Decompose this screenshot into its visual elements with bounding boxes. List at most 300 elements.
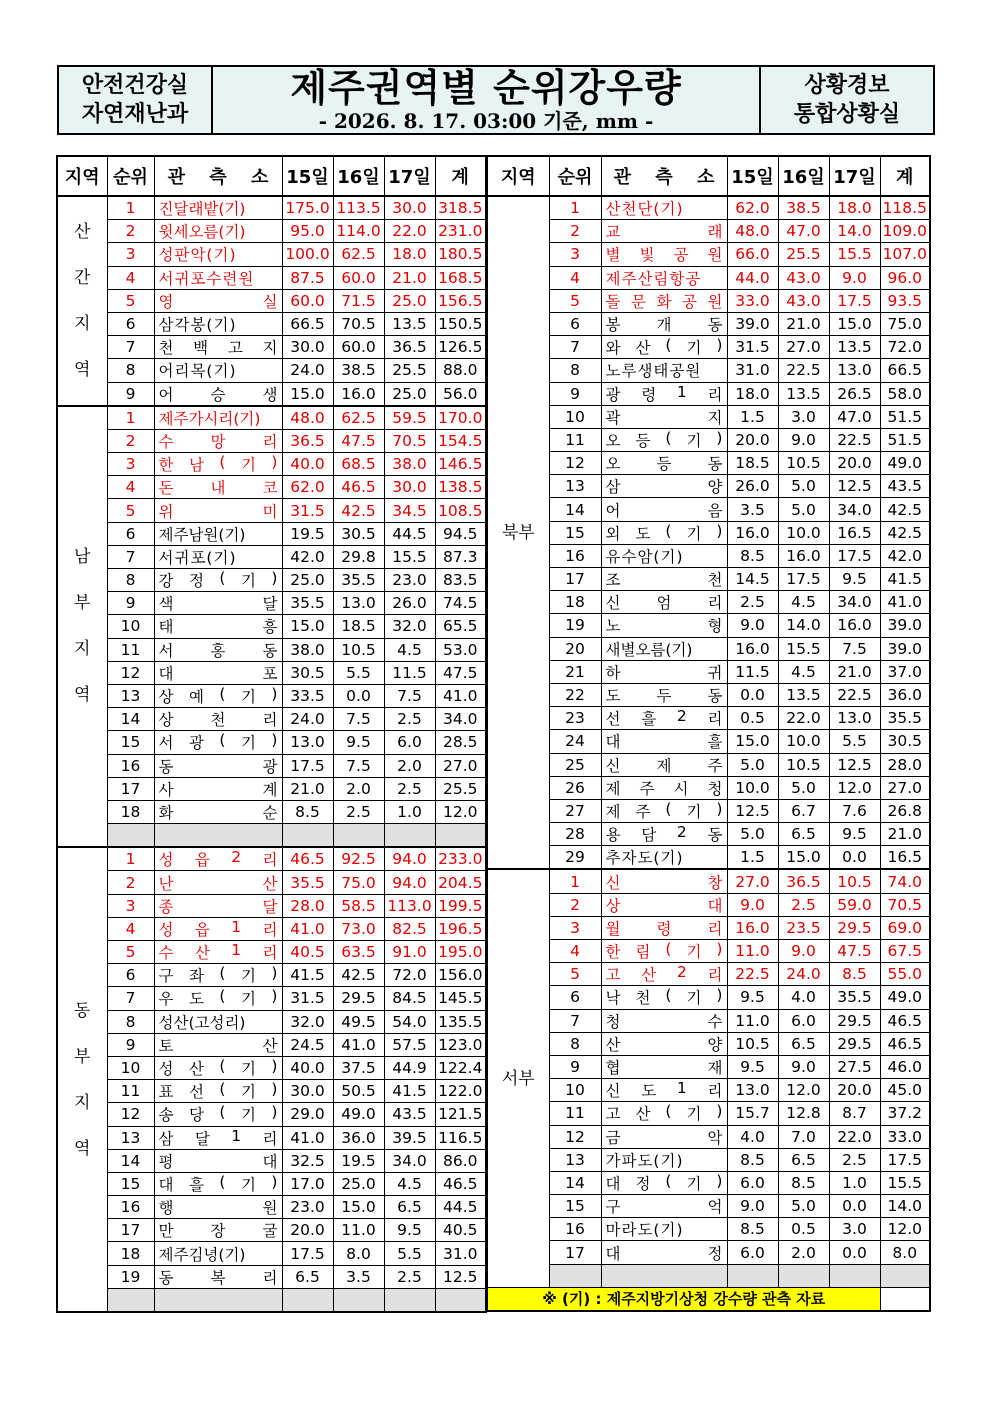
rain-total-cell: 46.5 bbox=[435, 1172, 486, 1195]
station-char: 월 bbox=[605, 919, 621, 938]
table-row bbox=[487, 776, 930, 799]
station-char: 천 bbox=[635, 989, 651, 1008]
rain-day16-cell: 9.0 bbox=[778, 428, 829, 451]
rain-day17-cell: 0.0 bbox=[829, 1195, 880, 1218]
rain-day16-cell: 50.5 bbox=[333, 1080, 384, 1103]
rain-day15-cell: 16.0 bbox=[727, 637, 778, 660]
rank-cell: 3 bbox=[107, 243, 154, 266]
rain-day15-cell: 9.0 bbox=[727, 614, 778, 637]
station-char: 동 bbox=[707, 826, 723, 845]
station-name bbox=[159, 918, 278, 940]
rain-day17-cell: 30.0 bbox=[384, 476, 435, 499]
rain-day15-cell: 30.0 bbox=[282, 1080, 333, 1103]
table-row bbox=[487, 220, 930, 243]
rain-day17-cell: 36.5 bbox=[384, 336, 435, 359]
rain-day17-cell: 12.0 bbox=[829, 776, 880, 799]
station-char: 노 bbox=[605, 617, 621, 636]
rain-day15-cell: 1.5 bbox=[727, 405, 778, 428]
table-row bbox=[57, 987, 486, 1010]
station-char: 우 bbox=[158, 990, 174, 1009]
station-cell bbox=[601, 382, 727, 405]
rain-total-cell: 56.0 bbox=[435, 382, 486, 406]
station-char: 기 bbox=[240, 990, 256, 1009]
station-cell bbox=[601, 1009, 727, 1032]
station-name bbox=[606, 591, 723, 613]
rank-cell: 11 bbox=[107, 1080, 154, 1103]
station-char: 사 bbox=[158, 780, 174, 799]
col-rank: 순위 bbox=[107, 156, 154, 196]
rain-day15-cell: 13.0 bbox=[727, 1079, 778, 1102]
station-name bbox=[606, 313, 723, 335]
rain-total-cell: 16.5 bbox=[880, 846, 930, 870]
table-row bbox=[57, 196, 486, 220]
station-cell bbox=[601, 963, 727, 986]
rain-day15-cell: 62.0 bbox=[727, 196, 778, 220]
rain-total-cell: 67.5 bbox=[880, 940, 930, 963]
blank-cell bbox=[107, 1288, 154, 1312]
col-station: 관 측 소 bbox=[601, 156, 727, 196]
table-row bbox=[57, 638, 486, 661]
station-cell bbox=[601, 568, 727, 591]
table-row bbox=[487, 591, 930, 614]
rain-day17-cell: 59.0 bbox=[829, 893, 880, 916]
station-cell bbox=[154, 592, 282, 615]
station-char: 담 bbox=[641, 826, 657, 845]
station-cell bbox=[154, 1126, 282, 1149]
rain-day15-cell: 8.5 bbox=[727, 1148, 778, 1171]
rain-day16-cell: 60.0 bbox=[333, 336, 384, 359]
rain-total-cell: 8.0 bbox=[880, 1241, 930, 1264]
rank-cell: 1 bbox=[549, 869, 601, 893]
station-cell bbox=[601, 660, 727, 683]
rain-day15-cell: 1.5 bbox=[727, 846, 778, 870]
rain-total-cell: 231.0 bbox=[435, 220, 486, 243]
station-char: 포 bbox=[262, 664, 278, 683]
rank-cell: 1 bbox=[107, 406, 154, 430]
station-name bbox=[606, 406, 723, 428]
station-char: 산 bbox=[605, 1035, 621, 1054]
rain-day16-cell: 23.5 bbox=[778, 916, 829, 939]
rain-day15-cell: 15.7 bbox=[727, 1102, 778, 1125]
station-name bbox=[606, 290, 723, 312]
rain-day15-cell: 0.0 bbox=[727, 683, 778, 706]
rain-day17-cell: 0.0 bbox=[829, 1241, 880, 1264]
rain-day17-cell: 26.5 bbox=[829, 382, 880, 405]
rank-cell: 11 bbox=[549, 1102, 601, 1125]
station-char: 삼 bbox=[158, 1129, 174, 1148]
rain-total-cell: 37.0 bbox=[880, 660, 930, 683]
rain-day16-cell: 8.5 bbox=[778, 1171, 829, 1194]
station-name bbox=[159, 731, 278, 753]
station-name bbox=[159, 592, 278, 614]
station-char: 광 bbox=[605, 385, 621, 404]
station-char: 대 bbox=[605, 733, 621, 752]
station-name: 어리목(기) bbox=[158, 362, 237, 381]
rain-day16-cell: 0.5 bbox=[778, 1218, 829, 1241]
station-char: ( bbox=[665, 940, 672, 959]
rain-day15-cell: 22.5 bbox=[727, 963, 778, 986]
table-row bbox=[57, 1126, 486, 1149]
rain-day16-cell: 21.0 bbox=[778, 312, 829, 335]
station-char: ( bbox=[665, 428, 672, 447]
station-char: 원 bbox=[707, 292, 723, 311]
station-name: 제주남원(기) bbox=[158, 525, 246, 544]
rain-total-cell: 46.0 bbox=[880, 1055, 930, 1078]
station-char: ) bbox=[271, 964, 278, 983]
rain-day15-cell: 41.5 bbox=[282, 964, 333, 987]
station-char: 고 bbox=[227, 339, 243, 358]
col-day15: 15일 bbox=[727, 156, 778, 196]
station-char: 시 bbox=[673, 779, 689, 798]
rank-cell: 19 bbox=[107, 1265, 154, 1288]
rain-total-cell: 146.5 bbox=[435, 453, 486, 476]
rain-day17-cell: 9.5 bbox=[829, 823, 880, 846]
rain-total-cell: 51.5 bbox=[880, 428, 930, 451]
rain-total-cell: 150.5 bbox=[435, 312, 486, 335]
station-char: ) bbox=[271, 1080, 278, 1099]
station-char: ) bbox=[271, 453, 278, 472]
station-cell bbox=[154, 708, 282, 731]
station-char: 화 bbox=[158, 803, 174, 822]
station-char: 산 bbox=[635, 1105, 651, 1124]
station-char: 산 bbox=[641, 966, 657, 985]
rain-day17-cell: 2.5 bbox=[384, 1265, 435, 1288]
rain-day17-cell: 21.0 bbox=[384, 266, 435, 289]
rain-total-cell: 51.5 bbox=[880, 405, 930, 428]
rain-total-cell: 233.0 bbox=[435, 847, 486, 871]
rain-day16-cell: 13.0 bbox=[333, 592, 384, 615]
station-name bbox=[159, 685, 278, 707]
rain-day17-cell: 17.5 bbox=[829, 544, 880, 567]
station-cell bbox=[601, 266, 727, 289]
station-char: 기 bbox=[240, 1083, 256, 1102]
station-char: 한 bbox=[158, 456, 174, 475]
blank-cell bbox=[549, 1264, 601, 1287]
table-row bbox=[57, 917, 486, 940]
station-char: ) bbox=[716, 940, 723, 959]
rain-day16-cell: 5.0 bbox=[778, 475, 829, 498]
station-cell bbox=[154, 1265, 282, 1288]
rain-day16-cell: 2.5 bbox=[333, 800, 384, 823]
table-row bbox=[57, 941, 486, 964]
station-char: 대 bbox=[262, 1152, 278, 1171]
table-row bbox=[57, 894, 486, 917]
station-name bbox=[159, 662, 278, 684]
rain-day16-cell: 16.0 bbox=[333, 382, 384, 406]
table-row bbox=[57, 336, 486, 359]
station-cell bbox=[154, 754, 282, 777]
station-cell bbox=[154, 1242, 282, 1265]
department-box bbox=[59, 67, 213, 133]
table-row bbox=[57, 847, 486, 871]
station-cell bbox=[154, 1080, 282, 1103]
rain-day15-cell: 46.5 bbox=[282, 847, 333, 871]
rain-total-cell: 30.5 bbox=[880, 730, 930, 753]
station-char: 산 bbox=[262, 874, 278, 893]
table-header-row bbox=[487, 156, 930, 196]
station-char: 백 bbox=[193, 339, 209, 358]
station-cell bbox=[154, 220, 282, 243]
station-name bbox=[159, 430, 278, 452]
station-char: ( bbox=[665, 1171, 672, 1190]
station-char: 2 bbox=[676, 823, 687, 842]
station-cell bbox=[601, 312, 727, 335]
table-row bbox=[487, 940, 930, 963]
rain-day17-cell: 22.5 bbox=[829, 683, 880, 706]
station-char: 흥 bbox=[262, 618, 278, 637]
station-char: 대 bbox=[707, 896, 723, 915]
station-name bbox=[606, 1056, 723, 1078]
station-cell bbox=[154, 312, 282, 335]
rain-day17-cell: 35.5 bbox=[829, 986, 880, 1009]
station-name: 가파도(기) bbox=[605, 1151, 684, 1170]
rain-day16-cell: 10.5 bbox=[778, 452, 829, 475]
station-char: 신 bbox=[605, 756, 621, 775]
rank-cell: 2 bbox=[107, 220, 154, 243]
table-row bbox=[57, 522, 486, 545]
table-row bbox=[487, 452, 930, 475]
rain-day16-cell: 12.0 bbox=[778, 1079, 829, 1102]
rain-total-cell: 35.5 bbox=[880, 707, 930, 730]
rain-day16-cell: 16.0 bbox=[778, 544, 829, 567]
station-char: 정 bbox=[707, 1244, 723, 1263]
rank-cell: 6 bbox=[107, 522, 154, 545]
rain-day17-cell: 13.0 bbox=[829, 707, 880, 730]
station-name bbox=[159, 1219, 278, 1241]
station-cell bbox=[154, 569, 282, 592]
station-name bbox=[606, 754, 723, 776]
rain-day15-cell: 12.5 bbox=[727, 799, 778, 822]
station-cell bbox=[154, 941, 282, 964]
station-name bbox=[606, 336, 723, 358]
rank-cell: 14 bbox=[107, 1149, 154, 1172]
rain-total-cell: 49.0 bbox=[880, 986, 930, 1009]
station-name bbox=[606, 730, 723, 752]
rain-day17-cell: 9.0 bbox=[829, 266, 880, 289]
station-char: 성 bbox=[158, 851, 174, 870]
rank-cell: 15 bbox=[549, 521, 601, 544]
station-cell bbox=[154, 359, 282, 382]
rank-cell: 15 bbox=[107, 1172, 154, 1195]
rain-day17-cell: 44.5 bbox=[384, 522, 435, 545]
blank-cell bbox=[282, 1288, 333, 1312]
rain-total-cell: 40.5 bbox=[435, 1219, 486, 1242]
rain-day16-cell: 49.0 bbox=[333, 1103, 384, 1126]
station-name bbox=[606, 894, 723, 916]
station-char: 서 bbox=[158, 734, 174, 753]
rain-day15-cell: 17.5 bbox=[282, 1242, 333, 1265]
rain-day15-cell: 8.5 bbox=[727, 1218, 778, 1241]
station-char: 용 bbox=[605, 826, 621, 845]
table-row bbox=[487, 916, 930, 939]
station-char: 흘 bbox=[641, 710, 657, 729]
station-char: 등 bbox=[656, 455, 672, 474]
station-name bbox=[606, 1033, 723, 1055]
rank-cell: 24 bbox=[549, 730, 601, 753]
station-char: 표 bbox=[158, 1083, 174, 1102]
rain-total-cell: 46.5 bbox=[880, 1032, 930, 1055]
rain-day15-cell: 33.5 bbox=[282, 684, 333, 707]
table-row bbox=[487, 475, 930, 498]
rain-day17-cell: 27.5 bbox=[829, 1055, 880, 1078]
station-char: 위 bbox=[158, 502, 174, 521]
rain-total-cell: 46.5 bbox=[880, 1009, 930, 1032]
table-row bbox=[57, 499, 486, 522]
station-cell bbox=[154, 243, 282, 266]
station-cell bbox=[601, 986, 727, 1009]
rain-day17-cell: 7.5 bbox=[384, 684, 435, 707]
rain-day16-cell: 62.5 bbox=[333, 243, 384, 266]
rank-cell: 10 bbox=[549, 1079, 601, 1102]
station-cell bbox=[154, 917, 282, 940]
station-char: 2 bbox=[676, 963, 687, 982]
rain-total-cell: 58.0 bbox=[880, 382, 930, 405]
table-row bbox=[57, 1103, 486, 1126]
rain-day15-cell: 9.0 bbox=[727, 893, 778, 916]
rank-cell: 16 bbox=[549, 1218, 601, 1241]
table-row bbox=[57, 476, 486, 499]
rain-day16-cell: 114.0 bbox=[333, 220, 384, 243]
station-name: 성판악(기) bbox=[158, 246, 237, 265]
station-name bbox=[159, 941, 278, 963]
rain-day15-cell: 20.0 bbox=[727, 428, 778, 451]
rank-cell: 1 bbox=[107, 847, 154, 871]
station-char: 제 bbox=[605, 802, 621, 821]
station-char: 어 bbox=[158, 385, 174, 404]
rain-total-cell: 118.5 bbox=[880, 196, 930, 220]
rank-cell: 9 bbox=[549, 1055, 601, 1078]
station-char: 고 bbox=[605, 1105, 621, 1124]
rain-day17-cell: 20.0 bbox=[829, 1079, 880, 1102]
rank-cell: 17 bbox=[107, 1219, 154, 1242]
table-row bbox=[57, 569, 486, 592]
rain-day15-cell: 9.5 bbox=[727, 1055, 778, 1078]
station-cell bbox=[154, 266, 282, 289]
blank-cell bbox=[829, 1264, 880, 1287]
rain-day15-cell: 24.0 bbox=[282, 359, 333, 382]
station-char: 교 bbox=[605, 223, 621, 242]
station-cell bbox=[601, 753, 727, 776]
col-day17: 17일 bbox=[384, 156, 435, 196]
table-row bbox=[487, 1055, 930, 1078]
rain-total-cell: 42.5 bbox=[880, 521, 930, 544]
rank-cell: 5 bbox=[107, 499, 154, 522]
station-char: 신 bbox=[605, 1082, 621, 1101]
station-char: 외 bbox=[605, 524, 621, 543]
station-char: ( bbox=[219, 685, 226, 704]
rain-day17-cell: 17.5 bbox=[829, 289, 880, 312]
rain-day16-cell: 2.5 bbox=[778, 893, 829, 916]
rank-cell: 4 bbox=[549, 266, 601, 289]
station-cell bbox=[154, 336, 282, 359]
station-char: 예 bbox=[188, 688, 204, 707]
rain-day17-cell: 18.0 bbox=[384, 243, 435, 266]
station-name bbox=[159, 1080, 278, 1102]
table-row bbox=[57, 1219, 486, 1242]
station-char: 토 bbox=[158, 1036, 174, 1055]
rain-day15-cell: 100.0 bbox=[282, 243, 333, 266]
station-char: 달 bbox=[262, 897, 278, 916]
rain-day15-cell: 11.5 bbox=[727, 660, 778, 683]
rain-day17-cell: 32.0 bbox=[384, 615, 435, 638]
table-row bbox=[487, 753, 930, 776]
rain-day15-cell: 41.0 bbox=[282, 917, 333, 940]
station-cell bbox=[154, 987, 282, 1010]
table-row bbox=[487, 1218, 930, 1241]
station-char: 공 bbox=[682, 292, 697, 311]
rain-day16-cell: 75.0 bbox=[333, 871, 384, 894]
station-cell bbox=[154, 638, 282, 661]
rain-day17-cell: 5.5 bbox=[829, 730, 880, 753]
rain-day16-cell: 6.5 bbox=[778, 823, 829, 846]
rain-day15-cell: 6.0 bbox=[727, 1171, 778, 1194]
station-char: 봉 bbox=[605, 316, 621, 335]
station-name bbox=[606, 1195, 723, 1217]
station-char: 실 bbox=[262, 292, 278, 311]
station-cell bbox=[601, 591, 727, 614]
rank-cell: 12 bbox=[549, 1125, 601, 1148]
rain-day15-cell: 35.5 bbox=[282, 871, 333, 894]
station-char: 리 bbox=[262, 432, 278, 451]
rain-day15-cell: 32.5 bbox=[282, 1149, 333, 1172]
rain-day16-cell: 68.5 bbox=[333, 453, 384, 476]
rain-day17-cell: 13.0 bbox=[829, 359, 880, 382]
rain-day16-cell: 5.0 bbox=[778, 1195, 829, 1218]
rain-day16-cell: 11.0 bbox=[333, 1219, 384, 1242]
station-name bbox=[159, 569, 278, 591]
station-cell bbox=[154, 964, 282, 987]
table-row bbox=[57, 684, 486, 707]
station-char: 하 bbox=[605, 663, 621, 682]
rank-cell: 15 bbox=[549, 1195, 601, 1218]
rain-day16-cell: 5.0 bbox=[778, 498, 829, 521]
station-cell bbox=[154, 453, 282, 476]
rain-day17-cell: 30.0 bbox=[384, 196, 435, 220]
rain-day15-cell: 48.0 bbox=[282, 406, 333, 430]
region-cell: 산 간 지 역 bbox=[57, 196, 107, 406]
station-name bbox=[159, 639, 278, 661]
rank-cell: 29 bbox=[549, 846, 601, 870]
rain-day16-cell: 7.0 bbox=[778, 1125, 829, 1148]
station-cell bbox=[601, 1148, 727, 1171]
rain-day16-cell: 12.8 bbox=[778, 1102, 829, 1125]
rain-total-cell: 27.0 bbox=[880, 776, 930, 799]
rain-total-cell: 28.5 bbox=[435, 731, 486, 754]
station-char: 기 bbox=[240, 1060, 256, 1079]
station-name bbox=[159, 708, 278, 730]
rain-day17-cell: 41.5 bbox=[384, 1080, 435, 1103]
table-row bbox=[57, 289, 486, 312]
table-row bbox=[487, 660, 930, 683]
station-name bbox=[606, 1079, 723, 1101]
rain-total-cell: 126.5 bbox=[435, 336, 486, 359]
station-cell bbox=[154, 847, 282, 871]
rain-day16-cell: 6.0 bbox=[778, 1009, 829, 1032]
station-char: 령 bbox=[656, 919, 672, 938]
rain-day16-cell: 25.5 bbox=[778, 243, 829, 266]
table-row bbox=[487, 1195, 930, 1218]
station-name bbox=[159, 848, 278, 870]
rain-day15-cell: 31.5 bbox=[727, 336, 778, 359]
blank-cell bbox=[333, 824, 384, 848]
station-cell bbox=[601, 1195, 727, 1218]
station-char: 청 bbox=[707, 779, 723, 798]
station-cell bbox=[601, 405, 727, 428]
station-char: ) bbox=[271, 1172, 278, 1191]
rank-cell: 5 bbox=[549, 963, 601, 986]
rank-cell: 2 bbox=[107, 429, 154, 452]
station-char: 재 bbox=[707, 1059, 723, 1078]
